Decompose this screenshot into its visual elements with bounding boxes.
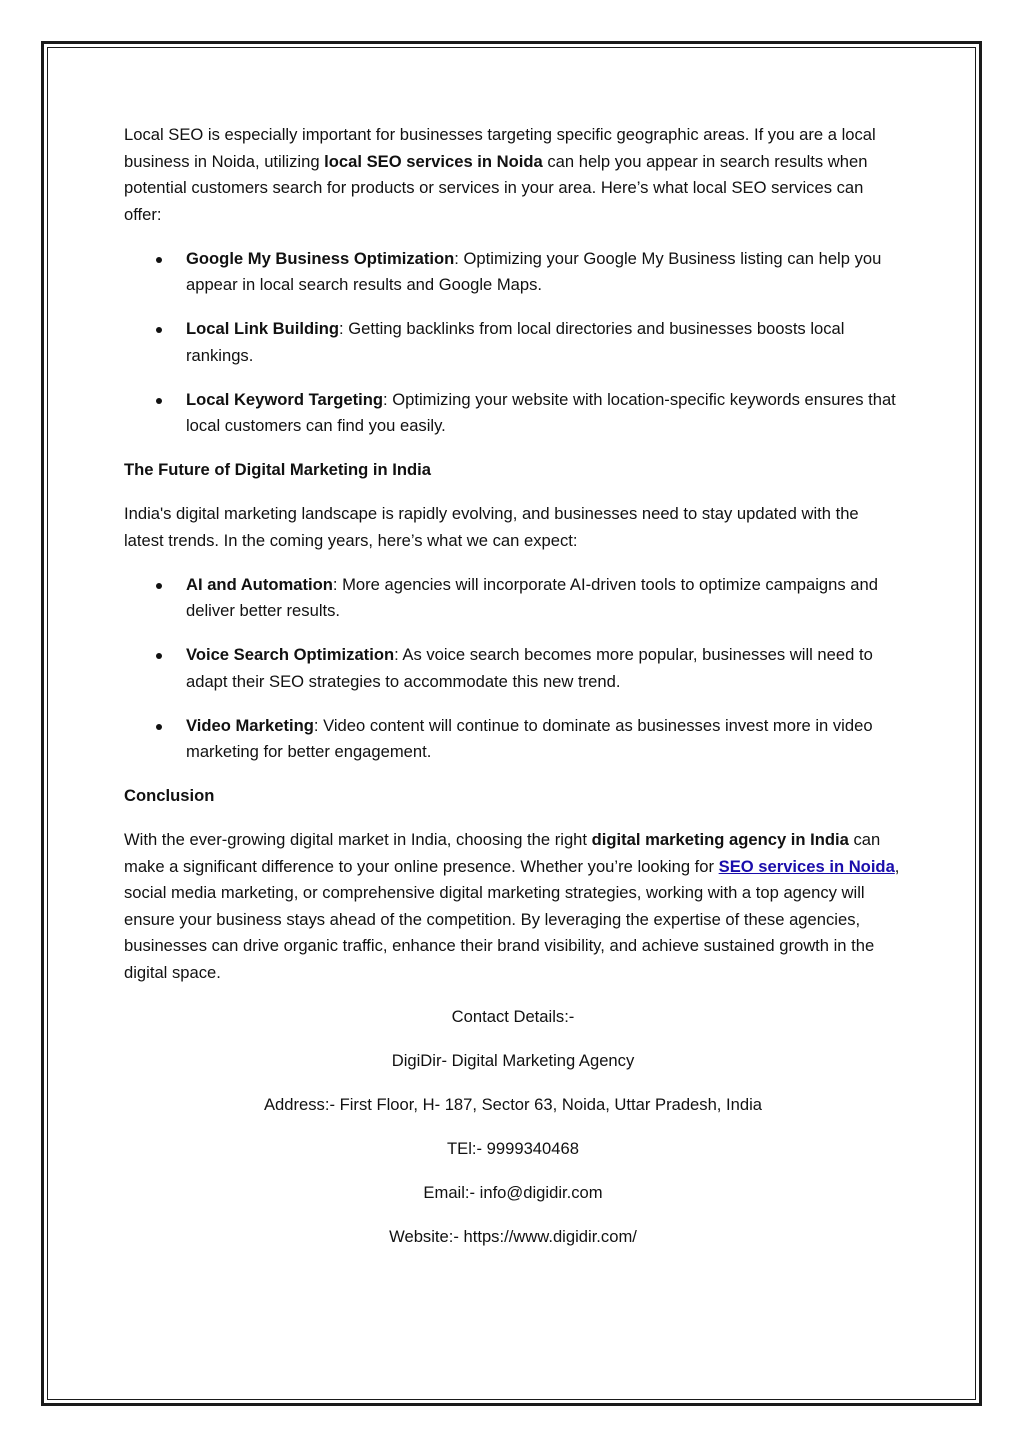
- contact-address: Address:- First Floor, H- 187, Sector 63, Noida, Uttar Pradesh, India: [263, 1094, 763, 1114]
- contact-agency: DigiDir- Digital Marketing Agency: [391, 1050, 635, 1070]
- contact-tel: TEl:- 9999340468: [447, 1138, 579, 1158]
- conclusion-heading: Conclusion: [124, 786, 215, 805]
- future-heading: The Future of Digital Marketing in India: [124, 460, 431, 479]
- list-item-term: Local Link Building: [186, 319, 340, 338]
- list-item-term: Google My Business Optimization: [186, 248, 455, 268]
- list-item-term: Local Keyword Targeting: [186, 389, 384, 409]
- list-item-desc: : Getting backlinks from local directories and businesses boosts local rankings.: [186, 319, 845, 365]
- contact-website: Website:- https://www.digidir.com/: [389, 1226, 637, 1246]
- list-item: [124, 246, 902, 299]
- list-item: [124, 713, 902, 766]
- bullet-icon: [156, 327, 162, 333]
- list-item-term: Video Marketing: [186, 715, 314, 735]
- bullet-icon: [156, 398, 162, 404]
- bullet-icon: [156, 257, 162, 263]
- future-paragraph: India's digital marketing landscape is rapidly evolving, and businesses need to stay updated with the latest trends. In the coming years, here’s what we can expect:: [124, 504, 859, 550]
- bullet-icon: [156, 724, 162, 730]
- bullet-icon: [156, 583, 162, 589]
- list-item-term: AI and Automation: [186, 574, 333, 594]
- contact-email: Email:- info@digidir.com: [423, 1182, 603, 1202]
- conclusion-bold-keyword: digital marketing agency in India: [591, 830, 849, 849]
- seo-services-link[interactable]: SEO services in Noida: [718, 856, 895, 876]
- list-item-desc: : Video content will continue to dominate as businesses invest more in video marketing for better engagement.: [186, 715, 873, 761]
- intro-bold-keyword: local SEO services in Noida: [324, 151, 543, 171]
- conclusion-paragraph: [124, 827, 902, 986]
- list-item-desc: : Optimizing your website with location-specific keywords ensures that local customers can find you easily.: [186, 389, 896, 435]
- list-item: [124, 387, 902, 440]
- list-item: [124, 316, 902, 369]
- intro-text-2: can help you appear in search results when potential customers search for products or services in your area. Here’s what local SEO services can offer:: [124, 151, 868, 224]
- list-item-desc: : Optimizing your Google My Business listing can help you appear in local search results and Google Maps.: [186, 248, 882, 294]
- conclusion-text-1: With the ever-growing digital market in India, choosing the right: [124, 830, 592, 849]
- bullet-icon: [156, 653, 162, 659]
- conclusion-text-3: , social media marketing, or comprehensive digital marketing strategies, working with a top agency will ensure your business stays ahead of the competition. By leveraging the expertise of these agencies, businesses can drive organic traffic, enhance their brand visibility, and achieve sustained growth in the digital space.: [124, 856, 900, 982]
- list-item: [124, 572, 902, 625]
- intro-paragraph: [124, 122, 902, 228]
- intro-text-1: Local SEO is especially important for businesses targeting specific geographic areas. If you are a local business in Noida, utilizing: [124, 125, 876, 171]
- document-content: [124, 122, 902, 1268]
- future-trends-list: [124, 572, 902, 766]
- contact-title: Contact Details:-: [451, 1006, 575, 1026]
- local-seo-list: [124, 246, 902, 440]
- list-item: [124, 642, 902, 695]
- list-item-term: Voice Search Optimization: [186, 645, 395, 664]
- list-item-desc: : More agencies will incorporate AI-driven tools to optimize campaigns and deliver better results.: [186, 574, 878, 620]
- conclusion-text-2: can make a significant difference to your online presence. Whether you’re looking for: [124, 830, 881, 876]
- list-item-desc: : As voice search becomes more popular, businesses will need to adapt their SEO strategies to accommodate this new trend.: [186, 645, 873, 691]
